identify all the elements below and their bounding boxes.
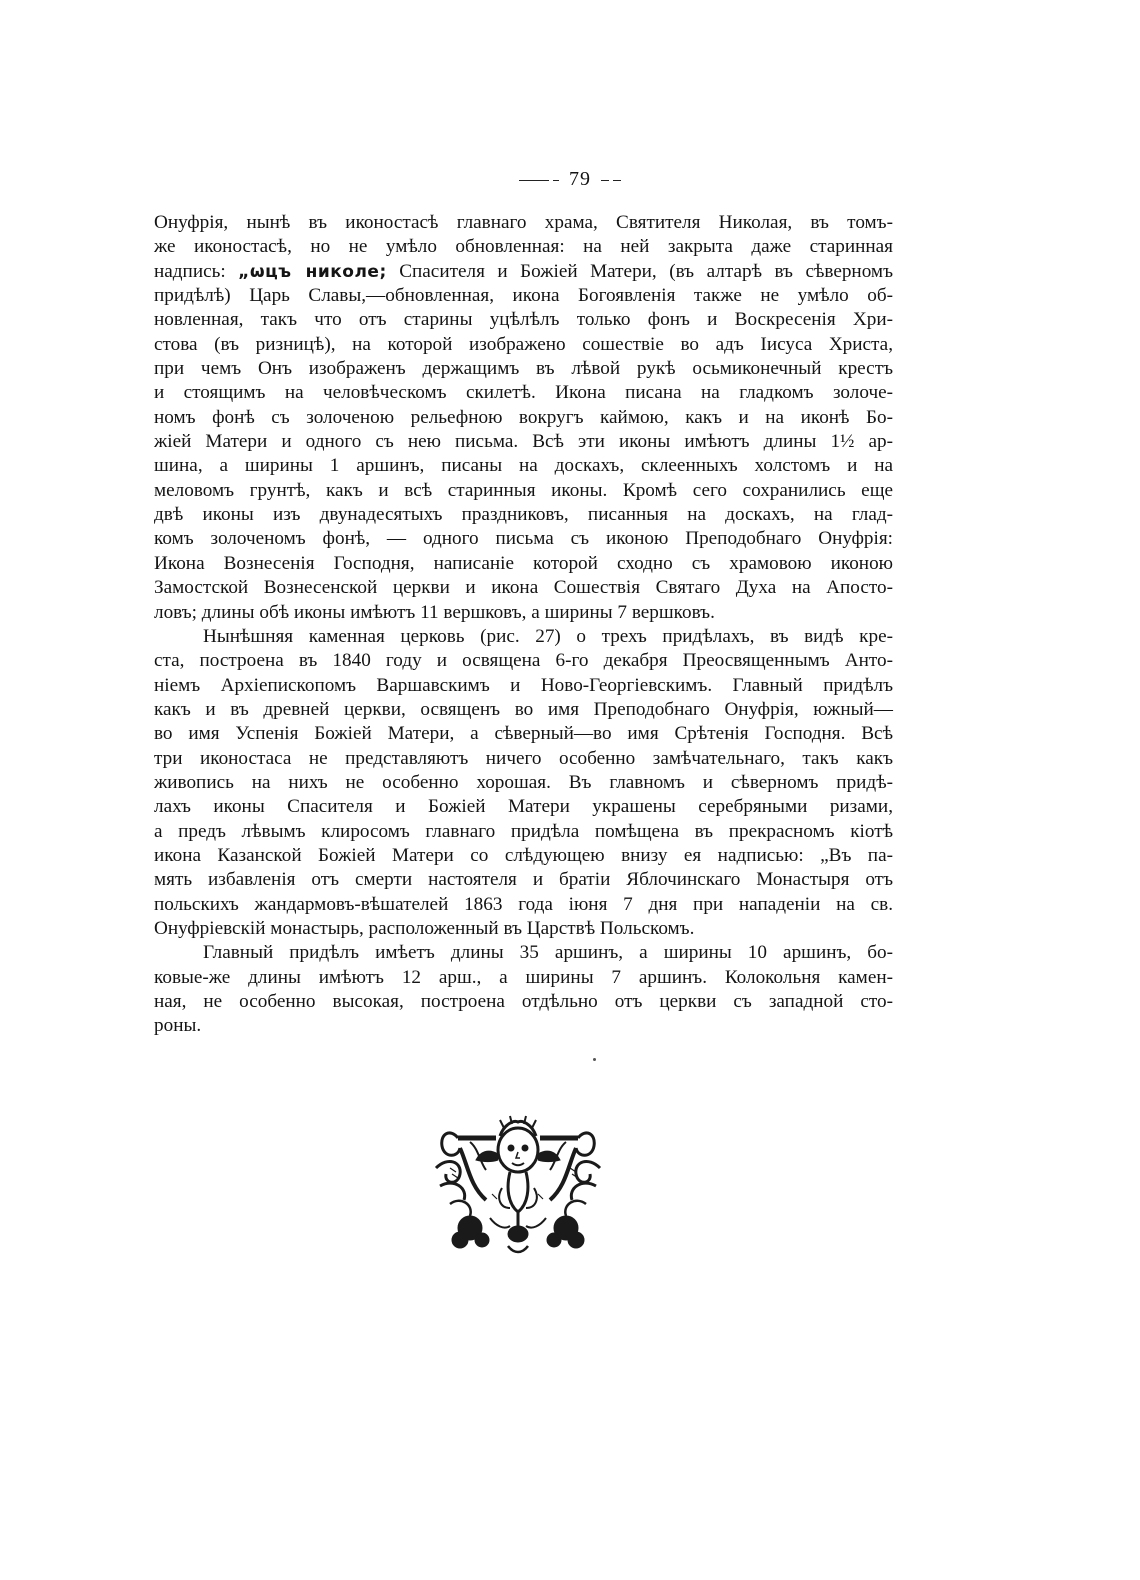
text-segment: Онуфрія, нынѣ въ иконостасѣ главнаго храма, Святителя Николая, въ томъ- [154, 212, 893, 233]
text-segment: Замостской Вознесенской церкви и икона Сошествія Святаго Духа на Апосто- [154, 577, 893, 599]
text-segment: же иконостасѣ, но не умѣло обновленная: на ней закрыта даже старинная [154, 236, 893, 258]
text-segment: Нынѣшняя каменная церковь (рис. 27) о трехъ придѣлахъ, въ видѣ кре- [203, 625, 893, 647]
text-segment: номъ фонѣ съ золоченою рельефною вокругъ каймою, какъ и на иконѣ Бо- [154, 406, 893, 428]
text-line [154, 284, 893, 308]
text-segment: ловъ; длины обѣ иконы имѣютъ 11 вершковъ, а ширины 7 вершковъ. [154, 601, 715, 623]
text-line [154, 454, 893, 478]
text-line [154, 868, 893, 892]
text-segment: польскихъ жандармовъ-вѣшателей 1863 года іюня 7 дня при нападеніи на св. [154, 893, 893, 915]
slavonic-inscription: „ѡцъ николе; [238, 261, 387, 282]
paragraph [154, 211, 893, 625]
text-line [154, 601, 893, 625]
text-segment: надпись: [154, 260, 239, 282]
text-segment: комъ золоченомъ фонѣ, — одного письма съ иконою Преподобнаго Онуфрія: [154, 528, 893, 550]
text-line [154, 235, 893, 259]
page-number-rule-right-short [613, 180, 621, 181]
text-segment: ная, не особенно высокая, построена отдѣльно отъ церкви съ западной сто- [154, 991, 893, 1012]
text-segment: ніемъ Архіепископомъ Варшавскимъ и Ново-Георгіевскимъ. Главный придѣлъ [154, 674, 893, 696]
text-segment: роны. [154, 1015, 202, 1037]
text-line [154, 552, 893, 576]
text-line [154, 990, 893, 1014]
text-line [154, 503, 893, 527]
text-line [154, 722, 893, 746]
text-segment: три иконостаса не представляютъ ничего особенно замѣчательнаго, такъ какъ [154, 747, 893, 769]
ink-speck [593, 1058, 596, 1061]
page-number-rule-left-short [553, 180, 559, 181]
text-line [154, 893, 893, 917]
text-line [154, 1014, 893, 1038]
text-segment: икона Казанской Божіей Матери со слѣдующею внизу ея надписью: „Въ па- [154, 844, 893, 866]
text-segment: а предъ лѣвымъ клиросомъ главнаго придѣла помѣщена въ прекрасномъ кіотѣ [154, 820, 893, 842]
text-line [154, 795, 893, 819]
text-segment: новленная, такъ что отъ старины уцѣлѣлъ только фонъ и Воскресенія Хри- [154, 309, 893, 331]
text-segment: Икона Вознесенія Господня, написаніе которой сходно съ храмовою иконою [154, 552, 893, 574]
text-segment: во имя Успенія Божіей Матери, а сѣверный—во имя Срѣтенія Господня. Всѣ [154, 723, 893, 745]
page-number-rule-left [519, 180, 549, 181]
text-segment: лахъ иконы Спасителя и Божіей Матери украшены серебряными ризами, [154, 796, 893, 818]
cherub-vignette-icon [430, 1108, 606, 1258]
text-line [154, 260, 893, 284]
text-segment: шина, а ширины 1 аршинъ, писаны на доскахъ, склеенныхъ холстомъ и на [154, 455, 893, 477]
page-number [0, 168, 1140, 191]
text-segment: ста, построена въ 1840 году и освящена 6-го декабря Преосвященнымъ Анто- [154, 650, 893, 672]
page-number-rule-right [601, 180, 609, 181]
text-line [154, 381, 893, 405]
text-segment: двѣ иконы изъ двунадесятыхъ праздниковъ, писанныя на доскахъ, на глад- [154, 504, 893, 526]
text-line [154, 357, 893, 381]
text-segment: какъ и въ древней церкви, освященъ во имя Преподобнаго Онуфрія, южный— [154, 698, 893, 720]
text-line [154, 479, 893, 503]
text-line [154, 333, 893, 357]
text-line [154, 430, 893, 454]
text-segment: Спасителя и Божіей Матери, (въ алтарѣ въ сѣверномъ [386, 260, 893, 282]
text-line [154, 941, 893, 965]
text-segment: при чемъ Онъ изображенъ держащимъ въ лѣвой рукѣ осьмиконечный крестъ [154, 358, 893, 380]
text-line [154, 917, 893, 941]
text-line [154, 406, 893, 430]
text-segment: живопись на нихъ не особенно хорошая. Въ главномъ и сѣверномъ придѣ- [154, 771, 893, 793]
text-line [154, 844, 893, 868]
text-segment: Онуфріевскій монастырь, расположенный въ Царствѣ Польскомъ. [154, 917, 695, 939]
text-line [154, 966, 893, 990]
text-line [154, 308, 893, 332]
text-segment: и стоящимъ на человѣческомъ скилетѣ. Икона писана на гладкомъ золоче- [154, 382, 893, 404]
text-segment: Главный придѣлъ имѣетъ длины 35 аршинъ, а ширины 10 аршинъ, бо- [203, 942, 893, 964]
page-number-text: 79 [569, 168, 591, 190]
text-segment: жіей Матери и одного съ нею письма. Всѣ эти иконы имѣютъ длины 1½ ар- [154, 431, 893, 453]
text-line [154, 625, 893, 649]
text-line [154, 211, 893, 235]
text-line [154, 698, 893, 722]
text-segment: мять избавленія отъ смерти настоятеля и братіи Яблочинскаго Монастыря отъ [154, 869, 893, 891]
text-line [154, 649, 893, 673]
text-segment: меловомъ грунтѣ, какъ и всѣ старинныя иконы. Кромѣ сего сохранились еще [154, 479, 893, 501]
text-line [154, 820, 893, 844]
text-line [154, 771, 893, 795]
text-line [154, 527, 893, 551]
body-text [154, 211, 893, 1039]
paragraph [154, 941, 893, 1038]
text-segment: придѣлѣ) Царь Славы,—обновленная, икона Богоявленія также не умѣло об- [154, 285, 893, 307]
text-line [154, 747, 893, 771]
text-line [154, 674, 893, 698]
text-line [154, 576, 893, 600]
text-segment: ковые-же длины имѣютъ 12 арш., а ширины 7 аршинъ. Колокольня камен- [154, 966, 893, 988]
text-segment: стова (въ ризницѣ), на которой изображено сошествіе во адъ Іисуса Христа, [154, 333, 893, 355]
paragraph [154, 625, 893, 941]
